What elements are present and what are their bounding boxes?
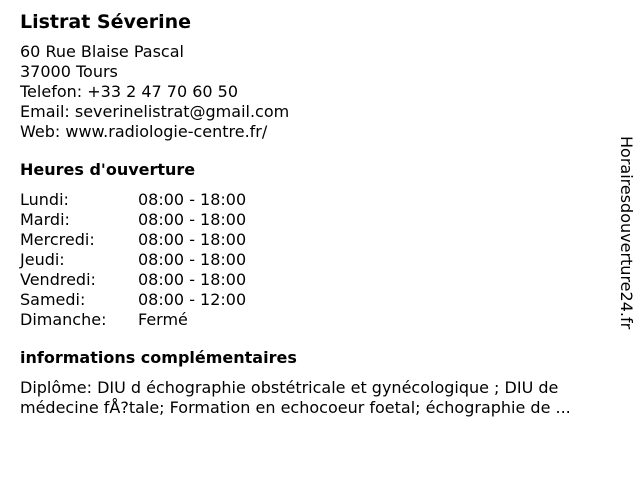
hours-time: 08:00 - 18:00: [138, 230, 247, 249]
business-name: Listrat Séverine: [20, 11, 192, 33]
hours-table: [20, 190, 620, 330]
hours-day: Lundi:: [20, 190, 69, 209]
address-line-1: 60 Rue Blaise Pascal: [20, 42, 184, 61]
hours-row-saturday: [20, 290, 620, 310]
hours-time: 08:00 - 18:00: [138, 210, 247, 229]
business-card: [20, 10, 620, 418]
side-watermark: [614, 136, 638, 372]
phone-line: Telefon: +33 2 47 70 60 50: [20, 82, 239, 101]
email-line: Email: severinelistrat@gmail.com: [20, 102, 290, 121]
hours-row-friday: [20, 270, 620, 290]
hours-row-tuesday: [20, 210, 620, 230]
hours-day: Vendredi:: [20, 270, 96, 289]
info-heading: informations complémentaires: [20, 348, 297, 367]
hours-row-monday: [20, 190, 620, 210]
hours-time: 08:00 - 18:00: [138, 250, 247, 269]
address-line-2: 37000 Tours: [20, 62, 118, 81]
side-watermark-text: Horairesdouverture24.fr: [617, 136, 636, 330]
web-line: Web: www.radiologie-centre.fr/: [20, 122, 268, 141]
hours-day: Dimanche:: [20, 310, 107, 329]
hours-row-sunday: [20, 310, 620, 330]
hours-day: Samedi:: [20, 290, 86, 309]
hours-row-wednesday: [20, 230, 620, 250]
hours-time: 08:00 - 12:00: [138, 290, 247, 309]
hours-heading: Heures d'ouverture: [20, 160, 196, 179]
hours-time: 08:00 - 18:00: [138, 190, 247, 209]
hours-day: Mercredi:: [20, 230, 95, 249]
hours-day: Jeudi:: [20, 250, 65, 269]
info-text: Diplôme: DIU d échographie obstétricale et gynécologique ; DIU de médecine fÅ?tale; Formation en echocoeur foetal; échographie de ...: [20, 378, 571, 417]
hours-time: Fermé: [138, 310, 188, 329]
hours-row-thursday: [20, 250, 620, 270]
hours-time: 08:00 - 18:00: [138, 270, 247, 289]
hours-day: Mardi:: [20, 210, 70, 229]
